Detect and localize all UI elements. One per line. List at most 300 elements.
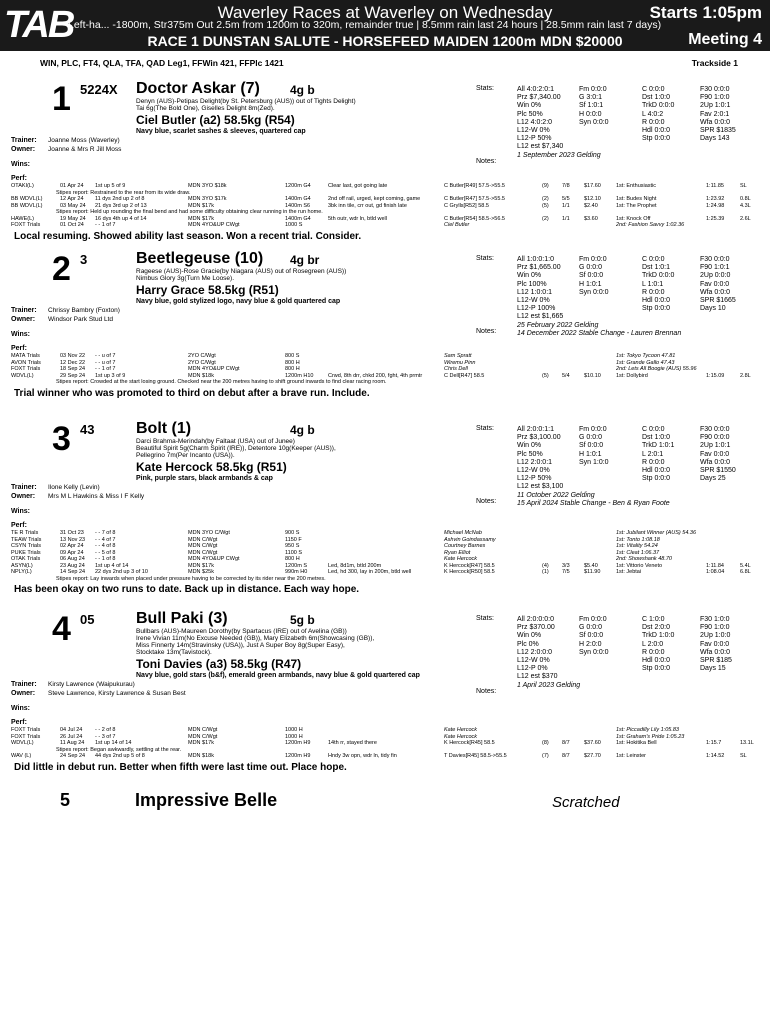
form-barrier: (4): [542, 562, 549, 569]
wins-label: Wins:: [11, 705, 30, 712]
form-barrier: (2): [542, 196, 549, 202]
stat-value: L12-P 50%: [517, 135, 552, 143]
stat-value: C 1:0:0: [642, 616, 665, 623]
form-distance: 950 S: [285, 543, 300, 549]
stat-value: L12 est $7,340: [517, 143, 564, 151]
form-winner: 1st: Tonto 1:08.18: [616, 536, 660, 543]
form-distance: 1000 S: [285, 222, 303, 228]
form-price: $2.40: [584, 202, 598, 209]
form-course: CSYN Trials: [11, 543, 41, 549]
form-position: 8/7: [562, 740, 570, 746]
breeding-line: Irene Vivian 11m(No Excuse Needed (GB)), Mary Elizabeth 6m(Showcasing (GB)),: [136, 635, 375, 642]
form-jockey: Sam Spratt: [444, 353, 472, 359]
form-course: HAWE(L): [11, 215, 35, 222]
form-class: MDN $17k: [188, 215, 214, 222]
form-distance: 1200m S: [285, 562, 308, 569]
form-course: OTAKI(L): [11, 183, 34, 189]
form-winner: 1st: Knock Off: [616, 215, 651, 222]
form-distance: 1150 F: [285, 536, 302, 543]
stat-value: Prz $3,100.00: [517, 434, 561, 442]
form-price: $11.90: [584, 569, 601, 575]
stat-value: L12-W 0%: [517, 657, 550, 664]
stat-value: SPR $1835: [700, 127, 736, 134]
form-class: MDN C/Wgt: [188, 733, 218, 740]
form-course: WDVL(L): [11, 372, 34, 379]
breeding-line: Miss Finnerty 14m(Stravinsky (USA)), Just A Super Boy 8g(Super Easy),: [136, 642, 345, 649]
stat-value: F90 1:0:0: [700, 94, 730, 102]
jockey-weight: Kate Hercock 58.5kg (R51): [136, 460, 287, 474]
notes-label: Notes:: [476, 328, 497, 335]
form-date: 13 Nov 23: [60, 536, 86, 543]
stat-value: L12-W 0%: [517, 467, 550, 474]
stat-value: Fm 0:0:0: [579, 616, 607, 623]
breeding-line: Nimbus Glory 3g(Turn Me Loose).: [136, 275, 235, 282]
form-margin: 6.8L: [740, 569, 751, 575]
form-course: PUKE Trials: [11, 549, 41, 556]
stat-value: F90 0:0:0: [700, 434, 730, 442]
jockey-weight: Toni Davies (a3) 58.5kg (R47): [136, 657, 302, 671]
stat-value: L12 1:0:0:1: [517, 288, 553, 296]
perf-label: Perf:: [11, 345, 27, 352]
stat-value: Plc 100%: [517, 280, 547, 288]
stat-value: Stp 0:0:0: [642, 305, 671, 313]
trainer-name: Joanne Moss (Waverley): [48, 137, 120, 144]
stat-value: Dst 2:0:0: [642, 624, 671, 632]
form-placing: 1st up 14 of 14: [95, 740, 132, 746]
form-comment: Hndy 3w opn, wdr ln, tidy fin: [328, 753, 397, 759]
form-course: TE R Trials: [11, 530, 39, 536]
form-barrier: (9): [542, 183, 549, 189]
form-time: 1:11.85: [706, 183, 724, 189]
stat-value: F30 0:0:0: [700, 86, 730, 93]
owner-name: Mrs M L Hawkins & Miss I F Kelly: [48, 493, 145, 500]
form-date: 02 Apr 24: [60, 543, 84, 549]
stat-value: Win 0%: [517, 632, 542, 640]
stat-value: Stp 0:0:0: [642, 475, 671, 483]
form-jockey: Ciel Butler: [444, 222, 470, 228]
trainer-name: Ilone Kelly (Levin): [48, 484, 100, 491]
meeting-number: Meeting 4: [688, 31, 762, 48]
stat-value: Prz $1,665.00: [517, 264, 561, 272]
form-distance: 1400m G4: [285, 196, 311, 202]
age-sex: 5g b: [290, 613, 315, 627]
wins-label: Wins:: [11, 508, 30, 515]
stat-value: Dst 1:0:0: [642, 434, 671, 442]
stat-value: Sf 0:0:0: [579, 442, 604, 450]
form-date: 14 Sep 24: [60, 569, 86, 575]
stipes-report: Stipes report: Held up rounding the final bend and had some difficulty obtaining clear running in the run home.: [56, 209, 323, 215]
form-placing: - - 4 of 7: [95, 536, 116, 543]
stat-value: Wfa 0:0:0: [700, 458, 730, 466]
form-jockey: K Hercock[R50] 58.5: [444, 569, 495, 575]
stat-value: L 1:0:1: [642, 280, 664, 288]
form-jockey: Courtney Barnes: [444, 543, 486, 549]
form-margin: 4.3L: [740, 202, 751, 209]
saddlecloth-number: 4: [52, 610, 71, 648]
stat-value: Stp 0:0:0: [642, 135, 671, 143]
form-price: $12.10: [584, 196, 601, 202]
stat-value: L12 2:0:0:1: [517, 458, 553, 466]
form-distance: 800 H: [285, 556, 300, 562]
form-class: MDN C/Wgt: [188, 727, 218, 733]
form-course: FOXT Trials: [11, 222, 41, 228]
stat-value: All 4:0:2:0:1: [517, 86, 554, 93]
racing-colours: Navy blue, scarlet sashes & sleeves, quartered cap: [136, 128, 306, 135]
stat-value: R 0:0:0: [642, 648, 665, 656]
form-comment: 14th rr, stayed there: [328, 740, 377, 746]
form-price: $37.60: [584, 740, 601, 746]
stipes-report: Stipes report: Crowded at the start losing ground. Checked near the 200 metres having to shift ground inwards to find clear racing room.: [56, 379, 387, 385]
stat-value: Plc 50%: [517, 450, 543, 458]
form-class: MDN $17k: [188, 202, 214, 209]
form-time: 1:15.09: [706, 372, 725, 379]
form-course: FOXT Trials: [11, 727, 41, 733]
stat-value: Days 25: [700, 475, 726, 483]
form-date: 24 Sep 24: [60, 753, 86, 759]
form-course: WAV (L): [11, 753, 32, 759]
form-date: 12 Apr 24: [60, 196, 84, 202]
runner-comment: Trial winner who was promoted to third on debut after a brave run. Include.: [14, 387, 370, 399]
jockey-weight: Harry Grace 58.5kg (R51): [136, 283, 279, 297]
form-date: 01 Oct 24: [60, 222, 84, 228]
form-jockey: K Hercock[R45] 58.5: [444, 740, 495, 746]
stat-value: 2Up 1:0:0: [700, 632, 731, 640]
stat-value: Hdl 0:0:0: [642, 467, 671, 474]
form-placing: - - 1 of 7: [95, 366, 116, 372]
form-distance: 1200m H9: [285, 740, 311, 746]
owner-label: Owner:: [11, 316, 36, 323]
stat-value: R 0:0:0: [642, 118, 665, 126]
form-position: 3/3: [562, 562, 570, 569]
form-course: FOXT Trials: [11, 366, 41, 372]
stat-value: SPR $185: [700, 657, 732, 664]
barrier-form: 3: [80, 252, 88, 267]
form-distance: 990m H0: [285, 569, 308, 575]
runner-comment: Did little in debut run. Better when fifth were last time out. Place hope.: [14, 761, 347, 773]
form-time: 1:25.39: [706, 215, 725, 222]
stat-value: F90 1:0:1: [700, 264, 730, 272]
form-class: MDN C/Wgt: [188, 536, 218, 543]
form-winner: 1st: Budes Night: [616, 196, 657, 202]
trainer-name: Chrissy Bambry (Foxton): [48, 307, 120, 314]
form-position: 5/5: [562, 196, 570, 202]
stat-value: Fm 0:0:0: [579, 256, 607, 263]
stat-value: Plc 0%: [517, 640, 539, 648]
stat-value: Syn 0:0:0: [579, 648, 609, 656]
form-class: MDN 4YO&UP CWgt: [188, 366, 240, 372]
race-title: RACE 1 DUNSTAN SALUTE - HORSEFEED MAIDEN 1200m MDN $20000: [147, 33, 623, 49]
form-course: ASYN(L): [11, 562, 33, 569]
stat-value: H 1:0:1: [579, 280, 602, 288]
stat-value: Plc 50%: [517, 110, 543, 118]
breeding-line: Pellegrino 7m(Per Incanto (USA)).: [136, 452, 235, 459]
form-placing: - - u of 7: [95, 353, 116, 359]
form-position: 7/5: [562, 569, 570, 575]
form-date: 31 Oct 23: [60, 530, 84, 536]
stat-value: Stp 0:0:0: [642, 665, 671, 673]
form-placing: 1st up 3 of 9: [95, 372, 126, 379]
form-margin: 2.8L: [740, 372, 751, 379]
form-class: MDN $17k: [188, 740, 214, 746]
stats-label: Stats:: [476, 85, 494, 92]
stat-value: Hdl 0:0:0: [642, 297, 671, 304]
form-placing: - - 1 of 7: [95, 222, 116, 228]
form-class: MDN 3YO $17k: [188, 196, 227, 202]
form-winner: 1st: Vittorio Veneto: [616, 562, 663, 569]
stat-value: L12-P 50%: [517, 475, 552, 483]
stat-value: All 2:0:0:0:0: [517, 616, 554, 623]
saddlecloth-number: 3: [52, 420, 71, 458]
breeding-line: Beautiful Spirit 5g(Charm Spirit (IRE)), Detentore 10g(Keeper (AUS)),: [136, 445, 336, 452]
stats-label: Stats:: [476, 425, 494, 432]
form-course: FOXT Trials: [11, 733, 41, 740]
stat-value: 2Up 1:0:1: [700, 102, 731, 110]
owner-label: Owner:: [11, 493, 36, 500]
stat-value: SPR $1665: [700, 297, 736, 304]
runner-comment: Local resuming. Showed ability last season. Won a recent trial. Consider.: [14, 230, 362, 242]
form-winner: 1st: Piccadilly Lily 1:05.83: [616, 727, 679, 733]
form-price: $27.70: [584, 753, 601, 759]
breeding-line: Bullbars (AUS)-Maureen Dorothy(by Spartacus (IRE) out of Avelina (GB)): [136, 628, 347, 635]
form-distance: 1100 S: [285, 549, 303, 556]
form-distance: 1200m G4: [285, 183, 311, 189]
form-date: 29 Sep 24: [60, 372, 86, 379]
owner-name: Windsor Park Stud Ltd: [48, 316, 114, 323]
stat-value: Syn 0:0:0: [579, 288, 609, 296]
form-jockey: C Butler[R49] 57.5->55.5: [444, 183, 505, 189]
form-jockey: Kate Hercock: [444, 727, 478, 733]
stat-value: F30 0:0:0: [700, 426, 730, 433]
form-barrier: (5): [542, 202, 549, 209]
form-price: $10.10: [584, 372, 601, 379]
form-jockey: Ashvin Goindassamy: [444, 536, 496, 543]
trainer-label: Trainer:: [11, 307, 37, 314]
trackside-channel: Trackside 1: [691, 58, 738, 68]
form-course: WDVL(L): [11, 740, 34, 746]
owner-label: Owner:: [11, 690, 36, 697]
form-class: MDN $18k: [188, 753, 214, 759]
stat-value: TrkD 1:0:0: [642, 632, 675, 640]
breeding-line: Tai 6g(The Bold One), Giselles Delight 8m(Zed).: [136, 105, 275, 112]
stat-value: L 2:0:1: [642, 450, 664, 458]
stat-value: Fav 2:0:1: [700, 110, 730, 118]
form-distance: 1400m S6: [285, 202, 311, 209]
stipes-report: Stipes report: Restrained to the rear from its wide draw.: [56, 189, 191, 196]
form-placing: - - u of 7: [95, 359, 116, 366]
form-jockey: C Dell[R47] 58.5: [444, 372, 485, 379]
form-comment: Led, 8d1m, btld 200m: [328, 562, 382, 569]
form-barrier: (2): [542, 215, 549, 222]
form-position: 7/8: [562, 183, 570, 189]
form-placing: - - 5 of 8: [95, 549, 116, 556]
form-class: MDN $25k: [188, 569, 214, 575]
perf-label: Perf:: [11, 175, 27, 182]
form-barrier: (1): [542, 569, 549, 575]
form-class: MDN 3YO C/Wgt: [188, 530, 230, 536]
stats-label: Stats:: [476, 615, 494, 622]
form-jockey: Wiremu Pinn: [444, 359, 476, 366]
form-date: 23 Aug 24: [60, 562, 85, 569]
racing-colours: Navy blue, gold stylized logo, navy blue & gold quartered cap: [136, 298, 341, 305]
trainer-label: Trainer:: [11, 484, 37, 491]
form-winner: 2nd: Lets All Boogie (AUS) 55.96: [616, 366, 697, 372]
stat-value: H 1:0:1: [579, 450, 602, 458]
form-winner: 1st: The Prophet: [616, 202, 657, 209]
form-winner: 1st: Vitality 54.24: [616, 543, 658, 549]
stat-value: Sf 0:0:0: [579, 632, 604, 640]
form-winner: 1st: Graham's Pride 1:05.23: [616, 733, 685, 740]
horse-name: Beetlegeuse (10): [136, 250, 264, 267]
race-header: [0, 0, 770, 51]
stat-value: Fav 0:0:0: [700, 450, 730, 458]
form-distance: 1200m H9: [285, 753, 311, 759]
form-placing: - - 3 of 7: [95, 733, 116, 740]
form-date: 01 Apr 24: [60, 183, 84, 189]
stat-value: Fav 0:0:0: [700, 640, 730, 648]
stat-value: L12-P 0%: [517, 665, 548, 673]
notes-label: Notes:: [476, 688, 497, 695]
stat-value: Wfa 0:0:0: [700, 118, 730, 126]
form-jockey: Chris Dell: [444, 366, 468, 372]
form-jockey: Michael McNab: [444, 530, 482, 536]
owner-name: Joanne & Mrs R Jill Moss: [48, 146, 122, 153]
form-comment: 2nd off rail, urged, kept coming, game: [328, 196, 421, 202]
perf-label: Perf:: [11, 522, 27, 529]
stat-value: 2Up 0:0:0: [700, 272, 731, 280]
form-winner: 1st: Cleat 1:06.37: [616, 549, 660, 556]
form-winner: 1st: Leinster: [616, 753, 646, 759]
form-price: $3.60: [584, 215, 598, 222]
tab-logo: TAB: [4, 4, 74, 46]
stat-value: R 0:0:0: [642, 288, 665, 296]
meeting-title: Waverley Races at Waverley on Wednesday: [217, 3, 553, 22]
stipes-report: Stipes report: Began awkwardly, settling at the rear.: [56, 746, 182, 753]
note-line: 15 April 2024 Stable Change - Ben & Ryan Foote: [517, 500, 670, 507]
form-class: MDN $17k: [188, 562, 214, 569]
scratched-number: 5: [60, 790, 71, 810]
form-margin: 2.6L: [740, 215, 751, 222]
form-date: 03 May 24: [60, 202, 86, 209]
note-line: 25 February 2022 Gelding: [517, 322, 599, 329]
stat-value: Win 0%: [517, 442, 542, 450]
stat-value: G 3:0:1: [579, 94, 602, 102]
saddlecloth-number: 2: [52, 250, 71, 288]
form-comment: 5th outr, wdr ln, btld well: [328, 215, 388, 222]
stat-value: L12 est $370: [517, 673, 558, 681]
form-winner: 1st: Grande Gallo 47.43: [616, 359, 675, 366]
form-comment: 3bk inn tile, crr out, gd finish late: [328, 202, 407, 209]
form-distance: 900 S: [285, 530, 300, 536]
age-sex: 4g b: [290, 83, 315, 97]
stipes-report: Stipes report: Lay inwards when placed under pressure having to be corrected by its rider near the 200 metres.: [56, 575, 326, 582]
stat-value: G 0:0:0: [579, 434, 602, 442]
form-distance: 1200m H10: [285, 372, 314, 379]
stat-value: L12 est $3,100: [517, 483, 564, 491]
stat-value: F30 0:0:0: [700, 256, 730, 263]
stat-value: C 0:0:0: [642, 426, 665, 433]
stat-value: Dst 1:0:1: [642, 264, 671, 272]
form-winner: 1st: Enthusiastic: [616, 183, 657, 189]
track-conditions: Left-ha... -1800m, Str375m Out 2.5m from 1200m to 320m, remainder true | 8.5mm rain last 24 hours | 28.5mm rain last 7 days): [68, 19, 662, 31]
stat-value: C 0:0:0: [642, 86, 665, 93]
form-margin: SL: [740, 753, 747, 759]
form-margin: SL: [740, 183, 747, 189]
stat-value: Days 143: [700, 135, 730, 143]
bet-types: WIN, PLC, FT4, QLA, TFA, QAD Leg1, FFWin 421, FFPlc 1421: [40, 58, 284, 68]
stat-value: Hdl 0:0:0: [642, 657, 671, 664]
scratched-status: Scratched: [552, 794, 620, 811]
saddlecloth-number: 1: [52, 80, 71, 118]
racing-colours: Pink, purple stars, black armbands & cap: [136, 475, 273, 482]
horse-name: Doctor Askar (7): [136, 80, 260, 97]
stat-value: Hdl 0:0:0: [642, 127, 671, 134]
age-sex: 4g b: [290, 423, 315, 437]
stat-value: Sf 1:0:1: [579, 102, 604, 110]
stat-value: Syn 0:0:0: [579, 118, 609, 126]
trainer-name: Kirsty Lawrence (Waipukurau): [48, 681, 135, 688]
stat-value: L12 2:0:0:0: [517, 648, 553, 656]
form-distance: 800 S: [285, 353, 300, 359]
form-class: MDN 4YO&UP CWgt: [188, 556, 240, 562]
horse-name: Bolt (1): [136, 420, 192, 437]
owner-name: Steve Lawrence, Kirsty Lawrence & Susan Best: [48, 690, 186, 697]
note-line: 11 October 2022 Gelding: [517, 492, 595, 499]
form-distance: 1000 H: [285, 733, 303, 740]
wins-label: Wins:: [11, 331, 30, 338]
breeding-line: Stocktake 13m(Tavistock).: [136, 649, 212, 656]
form-jockey: C Grylls[R52] 58.5: [444, 202, 489, 209]
form-winner: 1st: Hokitika Bell: [616, 740, 657, 746]
form-date: 19 May 24: [60, 215, 86, 222]
form-course: NPLY(L): [11, 569, 32, 575]
note-line: 14 December 2022 Stable Change - Lauren Brennan: [517, 330, 682, 337]
stat-value: Fav 0:0:0: [700, 280, 730, 288]
scratched-horse-name: Impressive Belle: [135, 790, 278, 810]
form-price: $5.40: [584, 562, 598, 569]
form-position: 1/1: [562, 202, 570, 209]
form-time: 1:14.52: [706, 753, 725, 759]
form-placing: 21 dys 3rd up 2 of 13: [95, 202, 147, 209]
stat-value: L12 est $1,665: [517, 313, 564, 321]
form-date: 06 Aug 24: [60, 556, 85, 562]
form-placing: 44 dys 2nd up 5 of 8: [95, 753, 145, 759]
form-jockey: Kate Hercock: [444, 556, 478, 562]
form-distance: 800 H: [285, 359, 300, 366]
form-placing: 22 dys 2nd up 3 of 10: [95, 569, 148, 575]
form-comment: Led, hd 300, lay in 200m, btld well: [328, 569, 412, 575]
form-position: 8/7: [562, 753, 570, 759]
stat-value: TrkD 0:0:0: [642, 272, 675, 280]
form-placing: - - 4 of 8: [95, 543, 116, 549]
form-class: MDN 3YO $18k: [188, 183, 227, 189]
stat-value: H 0:0:0: [579, 110, 602, 118]
form-price: $17.60: [584, 183, 601, 189]
form-comment: Clear last, got going late: [328, 183, 388, 189]
horse-name: Bull Paki (3): [136, 610, 228, 627]
stat-value: C 0:0:0: [642, 256, 665, 263]
form-date: 09 Apr 24: [60, 549, 84, 556]
form-date: 04 Jul 24: [60, 727, 83, 733]
form-date: 12 Dec 22: [60, 359, 86, 366]
perf-label: Perf:: [11, 719, 27, 726]
notes-label: Notes:: [476, 158, 497, 165]
racing-colours: Navy blue, gold stars (b&f), emerald green armbands, navy blue & gold quartered cap: [136, 672, 420, 679]
stat-value: Sf 0:0:0: [579, 272, 604, 280]
form-position: 5/4: [562, 372, 570, 379]
age-sex: 4g br: [290, 253, 320, 267]
form-time: 1:11.84: [706, 562, 724, 569]
form-date: 18 Sep 24: [60, 366, 86, 372]
